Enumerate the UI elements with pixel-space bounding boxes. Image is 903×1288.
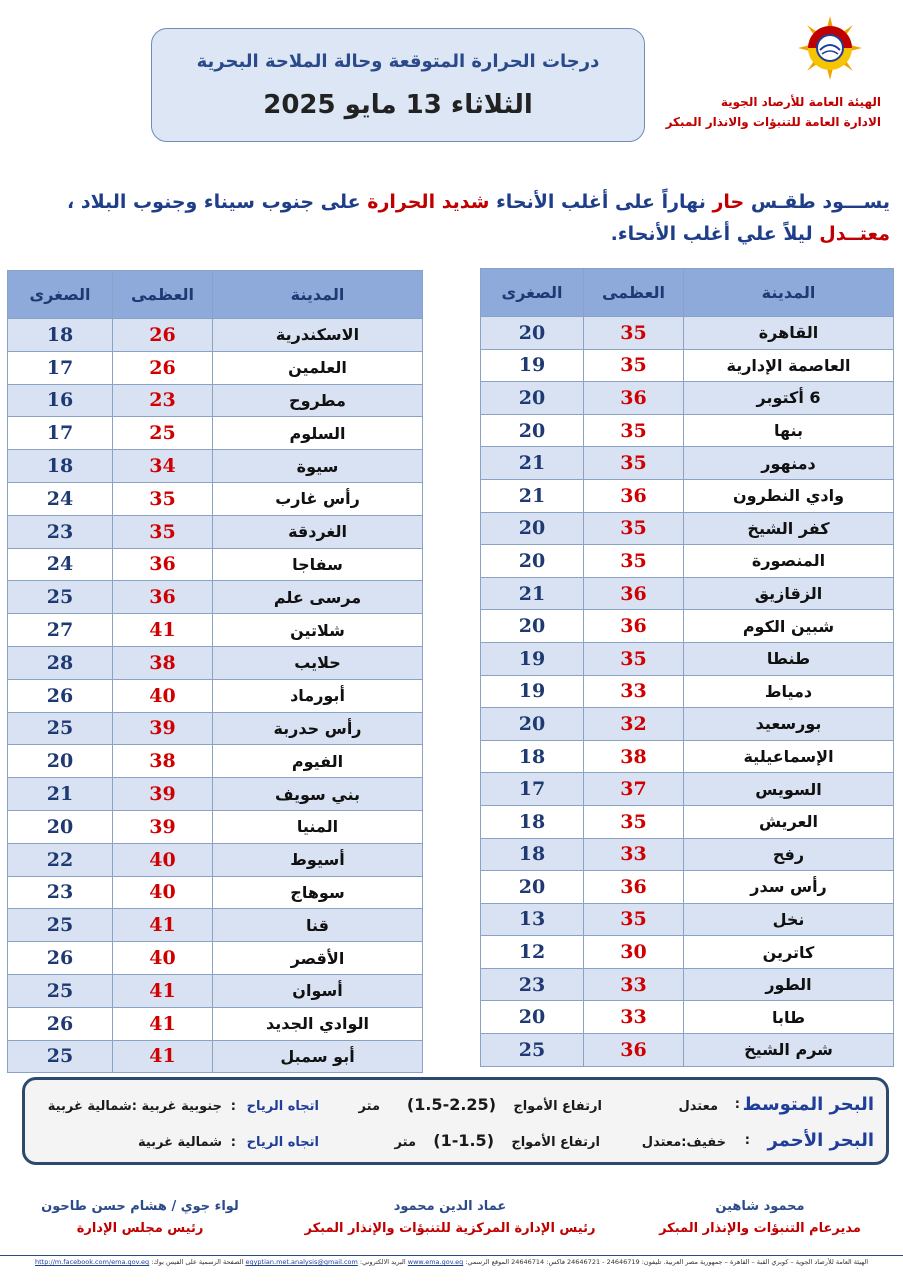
summary-line-1: [10, 186, 890, 218]
city-cell: طابا: [684, 1001, 894, 1034]
min-temp-cell: 21: [481, 447, 584, 480]
table-row: [8, 646, 423, 679]
med-waves-label: ارتفاع الأمواج: [513, 1099, 602, 1114]
city-cell: السويس: [684, 773, 894, 806]
max-temp-cell: 35: [113, 515, 213, 548]
max-temp-cell: 35: [584, 642, 684, 675]
footer-divider: [0, 1255, 903, 1256]
table-row: [481, 1034, 894, 1067]
city-cell: الوادي الجديد: [213, 1007, 423, 1040]
max-temp-cell: 38: [584, 740, 684, 773]
city-cell: رأس حدربة: [213, 712, 423, 745]
summary-hot: حار: [712, 191, 745, 213]
max-temp-cell: 41: [113, 1040, 213, 1073]
min-temp-cell: 20: [481, 512, 584, 545]
city-cell: المنصورة: [684, 545, 894, 578]
city-cell: 6 أكتوبر: [684, 382, 894, 415]
med-waves-value: (1.5-2.25): [406, 1095, 496, 1114]
min-temp-cell: 17: [8, 351, 113, 384]
city-cell: أسوان: [213, 974, 423, 1007]
weather-summary: [10, 186, 890, 250]
table-row: [481, 414, 894, 447]
city-cell: رفح: [684, 838, 894, 871]
summary-very-hot: شديد الحرارة: [367, 191, 490, 213]
table-row: [8, 843, 423, 876]
signature-1: [630, 1196, 890, 1240]
min-temp-cell: 18: [8, 450, 113, 483]
table-row: [8, 417, 423, 450]
table-row: [8, 942, 423, 975]
city-cell: العريش: [684, 805, 894, 838]
summary-line-2: [10, 218, 890, 250]
summary-text-4: ليلاً علي أغلب الأنحاء.: [610, 223, 820, 245]
min-temp-cell: 20: [8, 745, 113, 778]
table-row: [481, 447, 894, 480]
med-wind-value: جنوبية غربية :شمالية غربية: [47, 1099, 222, 1114]
max-temp-cell: 35: [584, 447, 684, 480]
table-row: [8, 548, 423, 581]
min-temp-cell: 20: [481, 317, 584, 350]
signature-2-name: عماد الدين محمود: [393, 1199, 507, 1214]
min-temp-cell: 19: [481, 349, 584, 382]
footer-email-label: البريد الالكتروني:: [357, 1258, 406, 1266]
max-temp-cell: 38: [113, 646, 213, 679]
min-temp-cell: 17: [481, 773, 584, 806]
max-temp-cell: 35: [584, 414, 684, 447]
min-temp-cell: 25: [8, 581, 113, 614]
table-row: [481, 512, 894, 545]
ema-logo: [796, 14, 864, 82]
title-box: [151, 28, 645, 142]
mediterranean-row: [25, 1094, 886, 1124]
max-temp-cell: 41: [113, 614, 213, 647]
min-temp-cell: 12: [481, 936, 584, 969]
city-cell: كاترين: [684, 936, 894, 969]
min-temp-cell: 25: [8, 712, 113, 745]
table-row: [481, 903, 894, 936]
footer-facebook-label: الصفحة الرسمية على الفيس بوك:: [149, 1258, 244, 1266]
city-cell: الاسكندرية: [213, 319, 423, 352]
table-row: [481, 545, 894, 578]
min-temp-cell: 25: [8, 1040, 113, 1073]
min-temp-cell: 28: [8, 646, 113, 679]
footer-email-link[interactable]: egyptian.met.analysis@gmail.com: [245, 1258, 358, 1266]
table-row: [481, 1001, 894, 1034]
city-cell: المنيا: [213, 810, 423, 843]
summary-text-3: على جنوب سيناء وجنوب البلاد ،: [67, 191, 368, 213]
summary-text-1: يســـود طقـس: [744, 191, 890, 213]
min-temp-cell: 23: [8, 515, 113, 548]
max-temp-cell: 38: [113, 745, 213, 778]
city-cell: مطروح: [213, 384, 423, 417]
city-cell: الغردقة: [213, 515, 423, 548]
city-cell: شبين الكوم: [684, 610, 894, 643]
min-temp-cell: 23: [8, 876, 113, 909]
summary-moderate: معتــدل: [819, 223, 890, 245]
header-min: الصغرى: [481, 269, 584, 317]
city-cell: القاهرة: [684, 317, 894, 350]
table-row: [481, 708, 894, 741]
red-sea-label: البحر الأحمر: [767, 1130, 874, 1151]
page-title: درجات الحرارة المتوقعة وحالة الملاحة البحرية: [196, 51, 600, 72]
header-city: المدينة: [684, 269, 894, 317]
max-temp-cell: 39: [113, 810, 213, 843]
signature-2-role: رئيس الإدارة المركزية للتنبؤات والإنذار المبكر: [304, 1221, 596, 1236]
max-temp-cell: 40: [113, 876, 213, 909]
table-row: [8, 1040, 423, 1073]
signature-1-name: محمود شاهين: [715, 1199, 805, 1214]
max-temp-cell: 36: [113, 548, 213, 581]
min-temp-cell: 20: [481, 1001, 584, 1034]
min-temp-cell: 20: [8, 810, 113, 843]
table-row: [8, 909, 423, 942]
min-temp-cell: 16: [8, 384, 113, 417]
footer-address: الهيئة العامة للأرصاد الجوية – كوبري القبة – القاهرة – جمهورية مصر العربية. تليفون: 24646719 - 24646721 فاكس: 24646714 الموقع الرسمي:: [465, 1258, 868, 1266]
max-temp-cell: 33: [584, 968, 684, 1001]
min-temp-cell: 20: [481, 414, 584, 447]
max-temp-cell: 41: [113, 974, 213, 1007]
red-wind-label: اتجاه الرياح: [246, 1135, 319, 1150]
table-row: [481, 610, 894, 643]
max-temp-cell: 30: [584, 936, 684, 969]
max-temp-cell: 34: [113, 450, 213, 483]
min-temp-cell: 20: [481, 382, 584, 415]
city-cell: شلاتين: [213, 614, 423, 647]
med-colon: :: [734, 1097, 740, 1112]
red-sea-row: [25, 1130, 886, 1160]
table-row: [481, 317, 894, 350]
city-cell: سوهاج: [213, 876, 423, 909]
red-waves-label: ارتفاع الأمواج: [511, 1135, 600, 1150]
min-temp-cell: 18: [8, 319, 113, 352]
max-temp-cell: 40: [113, 679, 213, 712]
org-line-1: الهيئة العامة للأرصاد الجوية: [720, 95, 881, 109]
max-temp-cell: 26: [113, 319, 213, 352]
red-colon: :: [744, 1133, 750, 1148]
max-temp-cell: 35: [584, 512, 684, 545]
city-cell: الإسماعيلية: [684, 740, 894, 773]
min-temp-cell: 26: [8, 679, 113, 712]
max-temp-cell: 36: [584, 382, 684, 415]
max-temp-cell: 35: [584, 903, 684, 936]
city-cell: أبو سمبل: [213, 1040, 423, 1073]
city-cell: سيوة: [213, 450, 423, 483]
signature-1-role: مديرعام التنبؤات والإنذار المبكر: [659, 1221, 861, 1236]
city-cell: دمياط: [684, 675, 894, 708]
city-cell: شرم الشيخ: [684, 1034, 894, 1067]
city-cell: كفر الشيخ: [684, 512, 894, 545]
table-row: [8, 319, 423, 352]
max-temp-cell: 35: [584, 805, 684, 838]
city-cell: دمنهور: [684, 447, 894, 480]
min-temp-cell: 24: [8, 548, 113, 581]
min-temp-cell: 22: [8, 843, 113, 876]
min-temp-cell: 17: [8, 417, 113, 450]
signature-3: [10, 1196, 270, 1240]
max-temp-cell: 36: [584, 610, 684, 643]
city-cell: وادي النطرون: [684, 479, 894, 512]
min-temp-cell: 18: [481, 805, 584, 838]
min-temp-cell: 19: [481, 675, 584, 708]
city-cell: بورسعيد: [684, 708, 894, 741]
header-min: الصغرى: [8, 271, 113, 319]
max-temp-cell: 37: [584, 773, 684, 806]
table-row: [481, 577, 894, 610]
max-temp-cell: 26: [113, 351, 213, 384]
table-header-row: [481, 269, 894, 317]
min-temp-cell: 25: [481, 1034, 584, 1067]
table-row: [8, 679, 423, 712]
table-row: [481, 838, 894, 871]
max-temp-cell: 32: [584, 708, 684, 741]
city-cell: سفاجا: [213, 548, 423, 581]
city-cell: بني سويف: [213, 778, 423, 811]
med-wind-label: اتجاه الرياح: [246, 1099, 319, 1114]
table-row: [8, 745, 423, 778]
table-row: [8, 351, 423, 384]
min-temp-cell: 20: [481, 610, 584, 643]
city-cell: قنا: [213, 909, 423, 942]
header-max: العظمى: [113, 271, 213, 319]
max-temp-cell: 39: [113, 712, 213, 745]
forecast-date: الثلاثاء 13 مايو 2025: [263, 90, 533, 120]
max-temp-cell: 39: [113, 778, 213, 811]
max-temp-cell: 35: [113, 482, 213, 515]
table-row: [8, 482, 423, 515]
table-row: [481, 349, 894, 382]
max-temp-cell: 35: [584, 349, 684, 382]
city-cell: بنها: [684, 414, 894, 447]
city-cell: رأس سدر: [684, 871, 894, 904]
table-row: [8, 614, 423, 647]
temperature-table-left: [7, 270, 423, 1073]
max-temp-cell: 35: [584, 317, 684, 350]
table-row: [481, 675, 894, 708]
footer-website-link[interactable]: www.ema.gov.eg: [407, 1258, 464, 1266]
min-temp-cell: 25: [8, 974, 113, 1007]
max-temp-cell: 35: [584, 545, 684, 578]
red-waves-value: (1-1.5): [433, 1131, 494, 1150]
min-temp-cell: 23: [481, 968, 584, 1001]
signature-3-role: رئيس مجلس الإدارة: [76, 1221, 204, 1236]
min-temp-cell: 24: [8, 482, 113, 515]
table-row: [8, 974, 423, 1007]
header-city: المدينة: [213, 271, 423, 319]
max-temp-cell: 33: [584, 675, 684, 708]
city-cell: العاصمة الإدارية: [684, 349, 894, 382]
city-cell: طنطا: [684, 642, 894, 675]
footer-contact: [0, 1258, 903, 1266]
table-row: [481, 642, 894, 675]
table-row: [8, 778, 423, 811]
min-temp-cell: 26: [8, 1007, 113, 1040]
max-temp-cell: 23: [113, 384, 213, 417]
min-temp-cell: 13: [481, 903, 584, 936]
city-cell: الفيوم: [213, 745, 423, 778]
city-cell: الزقازيق: [684, 577, 894, 610]
max-temp-cell: 36: [584, 577, 684, 610]
signature-2: [280, 1196, 620, 1240]
table-row: [8, 712, 423, 745]
min-temp-cell: 26: [8, 942, 113, 975]
footer-facebook-link[interactable]: http://m.facebook.com/ema.gov.eg: [34, 1258, 150, 1266]
table-row: [8, 384, 423, 417]
min-temp-cell: 21: [481, 577, 584, 610]
max-temp-cell: 33: [584, 1001, 684, 1034]
min-temp-cell: 20: [481, 871, 584, 904]
max-temp-cell: 36: [584, 479, 684, 512]
med-wind-colon: :: [230, 1099, 236, 1114]
max-temp-cell: 33: [584, 838, 684, 871]
table-row: [481, 968, 894, 1001]
max-temp-cell: 40: [113, 942, 213, 975]
min-temp-cell: 18: [481, 838, 584, 871]
city-cell: رأس غارب: [213, 482, 423, 515]
min-temp-cell: 18: [481, 740, 584, 773]
max-temp-cell: 36: [113, 581, 213, 614]
org-line-2: الادارة العامة للتنبؤات والانذار المبكر: [665, 115, 881, 129]
city-cell: حلايب: [213, 646, 423, 679]
table-row: [481, 773, 894, 806]
organization-name: [651, 92, 881, 132]
max-temp-cell: 36: [584, 871, 684, 904]
table-row: [481, 740, 894, 773]
min-temp-cell: 20: [481, 708, 584, 741]
min-temp-cell: 19: [481, 642, 584, 675]
city-cell: أسيوط: [213, 843, 423, 876]
max-temp-cell: 40: [113, 843, 213, 876]
city-cell: السلوم: [213, 417, 423, 450]
med-sea-label: البحر المتوسط: [742, 1094, 874, 1115]
table-row: [481, 871, 894, 904]
table-body-left: [8, 319, 423, 1073]
red-wind-value: شمالية غربية: [137, 1135, 222, 1150]
signature-3-name: لواء جوي / هشام حسن طاحون: [41, 1199, 239, 1214]
table-row: [8, 450, 423, 483]
city-cell: أبورماد: [213, 679, 423, 712]
table-row: [481, 479, 894, 512]
red-wind-colon: :: [230, 1135, 236, 1150]
med-state: معتدل: [678, 1099, 718, 1114]
table-row: [8, 581, 423, 614]
table-row: [481, 805, 894, 838]
min-temp-cell: 25: [8, 909, 113, 942]
red-state: خفيف:معتدل: [641, 1135, 726, 1150]
table-row: [481, 936, 894, 969]
table-header-row: [8, 271, 423, 319]
table-row: [481, 382, 894, 415]
summary-text-2: نهاراً على أغلب الأنحاء: [489, 191, 713, 213]
min-temp-cell: 21: [481, 479, 584, 512]
red-waves-unit: متر: [394, 1135, 416, 1150]
min-temp-cell: 27: [8, 614, 113, 647]
city-cell: مرسى علم: [213, 581, 423, 614]
city-cell: نخل: [684, 903, 894, 936]
max-temp-cell: 41: [113, 1007, 213, 1040]
header-max: العظمى: [584, 269, 684, 317]
min-temp-cell: 20: [481, 545, 584, 578]
city-cell: الأقصر: [213, 942, 423, 975]
marine-conditions-box: [22, 1077, 889, 1165]
max-temp-cell: 41: [113, 909, 213, 942]
city-cell: العلمين: [213, 351, 423, 384]
min-temp-cell: 21: [8, 778, 113, 811]
max-temp-cell: 25: [113, 417, 213, 450]
table-row: [8, 810, 423, 843]
table-row: [8, 876, 423, 909]
table-row: [8, 515, 423, 548]
temperature-table-right: [480, 268, 894, 1067]
city-cell: الطور: [684, 968, 894, 1001]
med-waves-unit: متر: [358, 1099, 380, 1114]
table-body-right: [481, 317, 894, 1067]
max-temp-cell: 36: [584, 1034, 684, 1067]
table-row: [8, 1007, 423, 1040]
